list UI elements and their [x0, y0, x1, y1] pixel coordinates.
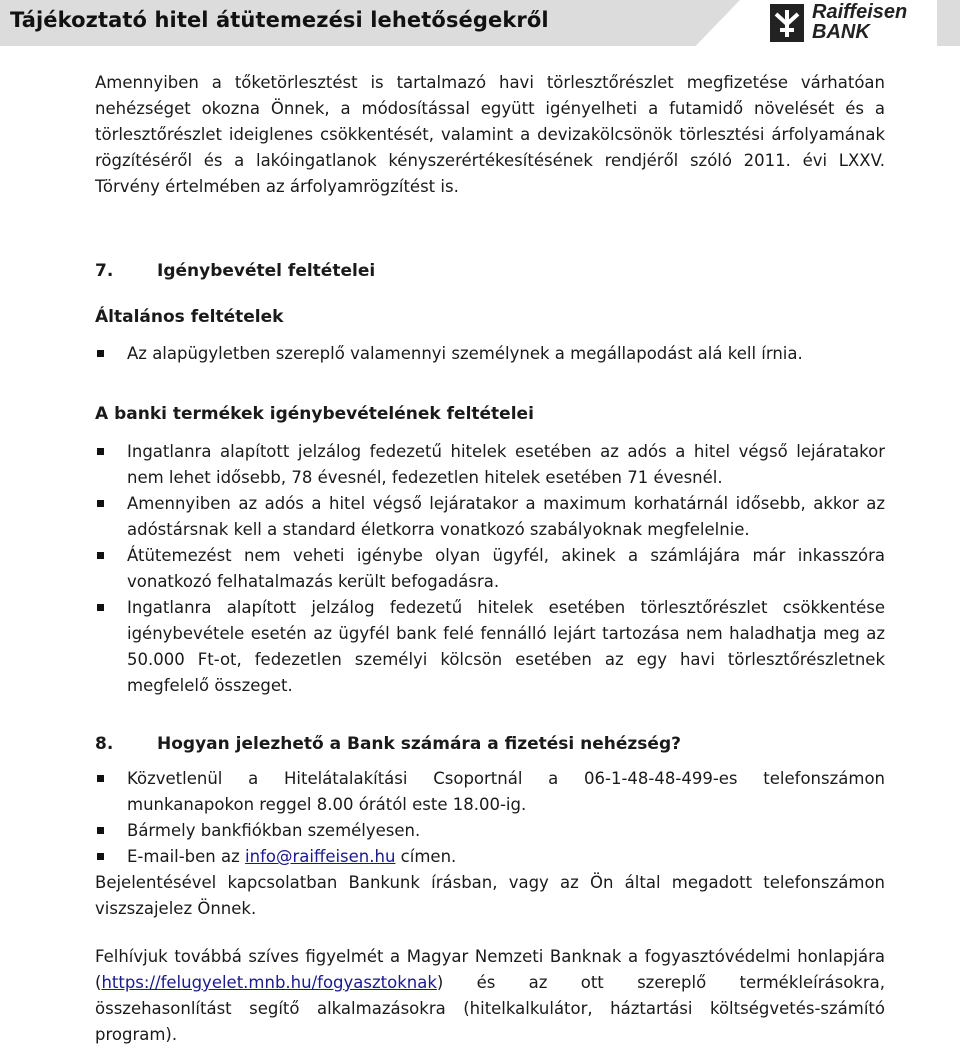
list-item: Ingatlanra alapított jelzálog fedezetű hitelek esetében törlesztőrészlet csökkentése igénybevétele esetén az ügyfél bank felé fennálló lejárt tartozása nem haladhatja meg az 50.000 Ft-ot, fedezetlen személyi kölcsön esetében az egy havi törlesztőrészletnek megfelelő összeget.	[95, 595, 885, 699]
bullet-icon	[97, 604, 104, 611]
section-8-number: 8.	[95, 734, 114, 754]
bullet-icon	[97, 350, 104, 357]
contact-options-list	[95, 766, 885, 870]
list-item: Amennyiben az adós a hitel végső lejáratakor a maximum korhatárnál idősebb, akkor az adóstársnak kell a standard életkorra vonatkozó szabályoknak megfelelnie.	[95, 491, 885, 543]
section-8-heading	[95, 731, 681, 757]
logo-line-raiffeisen: Raiffeisen	[812, 1, 908, 23]
general-conditions-list	[95, 341, 885, 367]
general-conditions-heading: Általános feltételek	[95, 307, 284, 327]
list-item: Közvetlenül a Hitelátalakítási Csoportnál a 06-1-48-48-499-es telefonszámon munkanapokon reggel 8.00 órától este 18.00-ig.	[95, 766, 885, 818]
list-item: Bármely bankfiókban személyesen.	[95, 818, 885, 844]
bullet-icon	[97, 853, 104, 860]
bullet-icon	[97, 827, 104, 834]
bullet-icon	[97, 552, 104, 559]
email-link[interactable]: info@raiffeisen.hu	[245, 847, 396, 866]
intro-paragraph: Amennyiben a tőketörlesztést is tartalmazó havi törlesztőrészlet megfizetése várhatóan nehézséget okozna Önnek, a módosítással együtt igényelheti a futamidő növelését és a törlesztőrészlet ideiglenes csökkentését, valamint a devizakölcsönök törlesztési árfolyamának rögzítéséről és a lakóingatlanok kényszerértékesítésének rendjéről szóló 2011. évi LXXV. Törvény értelmében az árfolyamrögzítést is.	[95, 73, 885, 196]
bank-conditions-heading: A banki termékek igénybevételének feltételei	[95, 404, 534, 424]
section-7-number: 7.	[95, 261, 114, 281]
list-item: Átütemezést nem veheti igénybe olyan ügyfél, akinek a számlájára már inkasszóra vonatkozó felhatalmazás került befogadásra.	[95, 543, 885, 595]
header-right-bar	[937, 0, 960, 46]
list-item: Ingatlanra alapított jelzálog fedezetű hitelek esetében az adós a hitel végső lejáratakor nem lehet idősebb, 78 évesnél, fedezetlen hitelek esetében 71 évesnél.	[95, 439, 885, 491]
raiffeisen-gable-cross-icon	[770, 4, 804, 42]
list-item: E-mail-ben az info@raiffeisen.hu címen.	[95, 844, 885, 870]
followup-paragraph: Bejelentésével kapcsolatban Bankunk írásban, vagy az Ön által megadott telefonszámon viszszajelez Önnek.	[95, 873, 885, 918]
logo-line-bank: BANK	[812, 21, 870, 43]
page-header	[0, 0, 960, 46]
page-title: Tájékoztató hitel átütemezési lehetőségekről	[10, 8, 549, 32]
raiffeisen-logo	[768, 2, 928, 44]
section-7-title: Igénybevétel feltételei	[157, 261, 376, 281]
bank-conditions-list	[95, 439, 885, 699]
bullet-icon	[97, 448, 104, 455]
mnb-consumer-protection-link[interactable]: https://felugyelet.mnb.hu/fogyasztoknak	[101, 973, 437, 992]
list-item: Az alapügyletben szereplő valamennyi személynek a megállapodást alá kell írnia.	[95, 341, 885, 367]
bullet-icon	[97, 775, 104, 782]
bullet-icon	[97, 500, 104, 507]
section-7-heading	[95, 258, 375, 284]
closing-paragraph: Felhívjuk továbbá szíves figyelmét a Magyar Nemzeti Banknak a fogyasztóvédelmi honlapjára (https://felugyelet.mnb.hu/fogyasztoknak) és az ott szereplő termékleírásokra, összehasonlítást segítő alkalmazásokra (hitelkalkulátor, háztartási költségvetés-számító program).	[95, 947, 885, 1044]
section-8-title: Hogyan jelezhető a Bank számára a fizetési nehézség?	[157, 734, 681, 754]
